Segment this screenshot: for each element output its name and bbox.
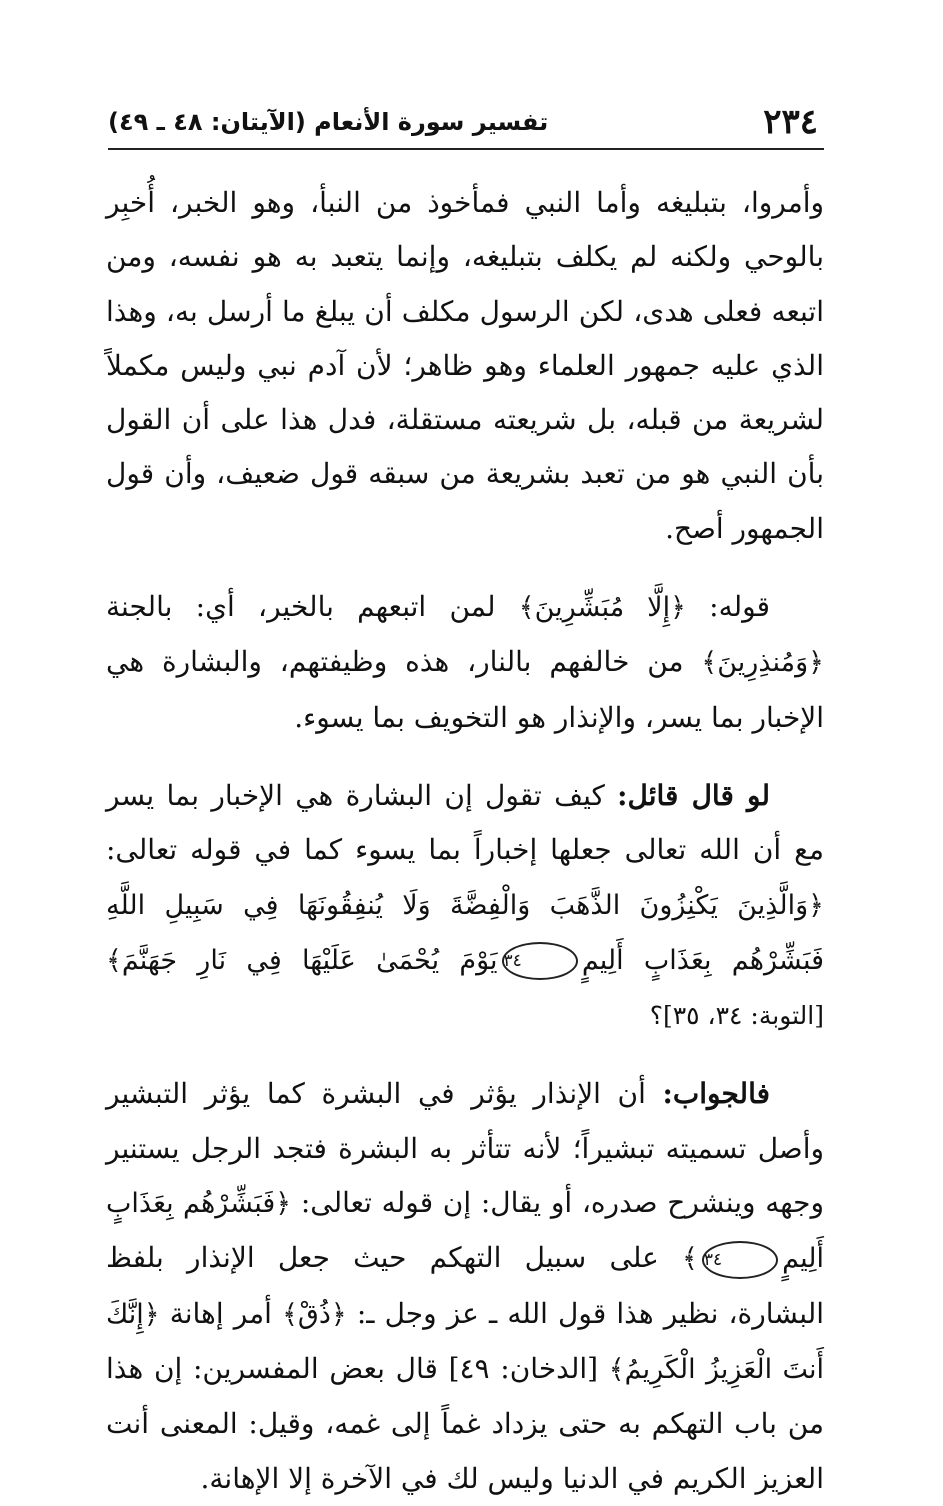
- paragraph-3: [106, 769, 824, 1043]
- quran-verse-fabashirhum: ﴿فَبَشِّرْهُم بِعَذَابٍ أَلِيمٍ: [106, 1188, 824, 1275]
- question-text: كيف تقول إن البشارة هي الإخبار بما يسر مع أن الله تعالى جعلها إخباراً بما يسوء كما في قوله تعالى:: [106, 778, 824, 867]
- page-number: ٢٣٤: [763, 102, 818, 142]
- running-title: تفسير سورة الأنعام (الآيتان: ٤٨ ـ ٤٩): [108, 108, 549, 136]
- quran-verse-bracket: ﴾: [682, 1243, 698, 1275]
- paragraph-2-text-a: قوله:: [685, 590, 770, 624]
- paragraph-2-text-c: من خالفهم بالنار، هذه وظيفتهم، والبشارة هي الإخبار بما يسر، والإنذار هو التخويف بما يسوء.: [106, 645, 824, 734]
- ayah-number-marker: ٣٤: [702, 1241, 778, 1279]
- quran-verse-tawbah-34: ﴿وَالَّذِينَ يَكْنِزُونَ الذَّهَبَ وَالْفِضَّةَ وَلَا يُنفِقُونَهَا فِي سَبِيلِ اللَّهِ فَبَشِّرْهُم بِعَذَابٍ أَلِيمٍ: [106, 889, 825, 976]
- quran-verse-mundhirin: ﴿وَمُنذِرِينَ﴾: [701, 647, 824, 679]
- page-body: [106, 176, 824, 1506]
- quran-verse-tawbah-35: يَوْمَ يُحْمَىٰ عَلَيْهَا فِي نَارِ جَهَنَّمَ﴾: [106, 944, 498, 976]
- answer-lead: فالجواب:: [662, 1077, 770, 1111]
- quran-verse-dukhan-49: ﴿إِنَّكَ أَنتَ الْعَزِيزُ الْكَرِيمُ﴾: [106, 1298, 824, 1385]
- verse-citation: [التوبة: ٣٤، ٣٥]؟: [649, 1001, 824, 1031]
- paragraph-2-text-b: لمن اتبعهم بالخير، أي: بالجنة: [106, 590, 519, 624]
- page-header: [108, 96, 824, 142]
- answer-text-d: [الدخان: ٤٩] قال بعض المفسرين: إن هذا من باب التهكم به حتى يزداد غماً إلى غمه، وقيل: المعنى أنت العزيز الكريم في الدنيا وليس لك في الآخرة إلا الإهانة.: [106, 1351, 825, 1495]
- quran-verse-mubashshirin: ﴿إِلَّا مُبَشِّرِينَ﴾: [518, 592, 686, 624]
- answer-text-a: أن الإنذار يؤثر في البشرة كما يؤثر التبشير وأصل تسميته تبشيراً؛ لأنه تتأثر به البشرة فتجد الرجل يستنير وجهه وينشرح صدره، أو يقال: إن قوله تعالى:: [106, 1077, 825, 1220]
- quran-verse-dhuq: ﴿ذُقْ﴾: [282, 1298, 347, 1330]
- header-divider: [108, 148, 824, 150]
- paragraph-4: [106, 1067, 824, 1505]
- ayah-number-marker: ٣٤: [502, 942, 578, 980]
- answer-text-b: على سبيل التهكم حيث جعل الإنذار بلفظ البشارة، نظير هذا قول الله ـ عز وجل ـ:: [106, 1241, 825, 1330]
- paragraph-2: [106, 580, 824, 745]
- answer-text-c: أمر إهانة: [159, 1296, 283, 1330]
- paragraph-1: وأمروا، بتبليغه وأما النبي فمأخوذ من النبأ، وهو الخبر، أُخبِر بالوحي ولكنه لم يكلف بتبليغه، وإنما يتعبد به هو نفسه، ومن اتبعه فعلى هدى، لكن الرسول مكلف أن يبلغ ما أرسل به، وهذا الذي عليه جمهور العلماء وهو ظاهر؛ لأن آدم نبي وليس مكملاً لشريعة من قبله، بل شريعته مستقلة، فدل هذا على أن القول بأن النبي هو من تعبد بشريعة من سبقه قول ضعيف، وأن قول الجمهور أصح.: [106, 186, 824, 545]
- question-lead: لو قال قائل:: [617, 778, 770, 812]
